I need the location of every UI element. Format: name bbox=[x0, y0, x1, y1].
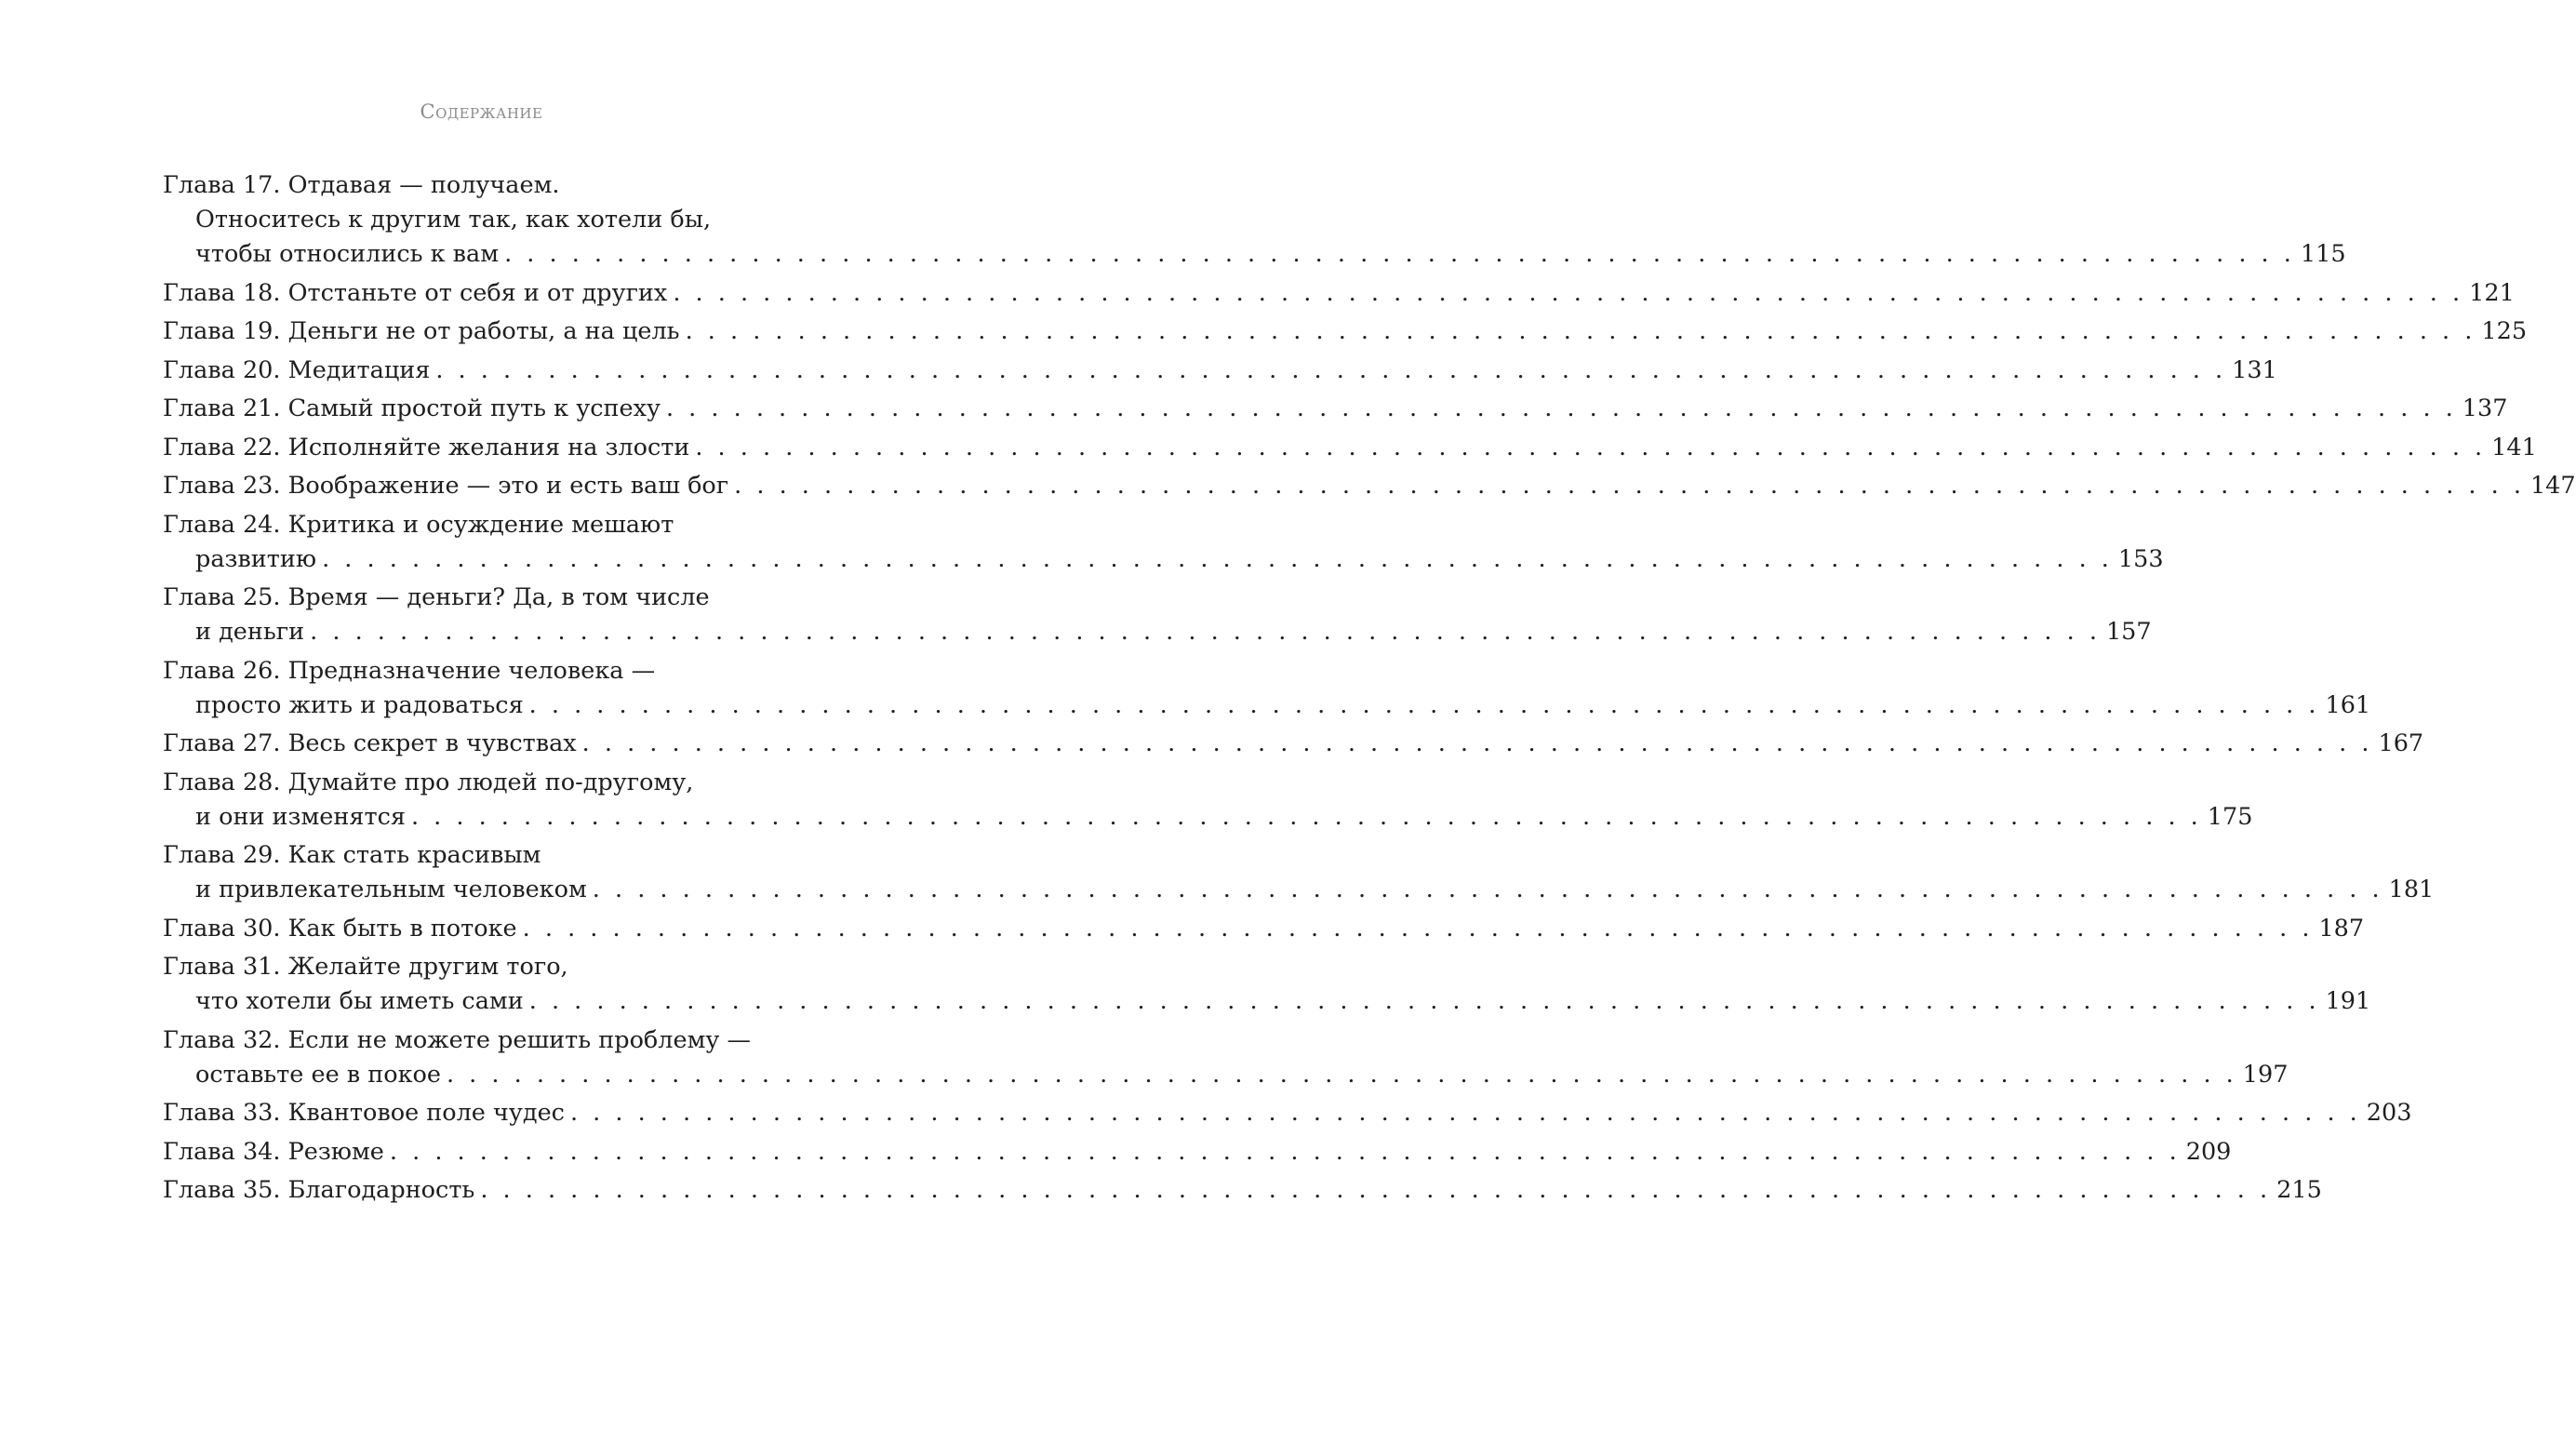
toc-page-number: 147 bbox=[2529, 472, 2576, 500]
toc-page-number: 125 bbox=[2481, 317, 2528, 345]
toc-entry-title-line: Глава 24. Критика и осуждение мешают bbox=[163, 510, 674, 539]
toc-page-number: 175 bbox=[2207, 802, 2253, 831]
toc-entry-title: Глава 22. Исполняйте желания на злости bbox=[163, 433, 690, 461]
toc-entry-last-line bbox=[163, 1096, 2412, 1130]
toc-entry-title: Глава 33. Квантовое поле чудес bbox=[163, 1099, 565, 1127]
toc-entry bbox=[163, 168, 2346, 272]
toc-entry-title-line: Глава 25. Время — деньги? Да, в том числе bbox=[163, 583, 710, 611]
toc-entry-title-line: Относитесь к другим так, как хотели бы, bbox=[195, 206, 712, 234]
toc-page-number: 181 bbox=[2388, 876, 2435, 903]
dot-leader: . . . . . . . . . . . . . . . . . . . . . . . . . . . . . . . . . . . . . . . . . . . . . . . . . . . . . . . . . . . . . . . . . . . . . . . . . . . . . . . . bbox=[665, 394, 2457, 422]
toc-entry-title: Глава 21. Самый простой путь к успеху bbox=[163, 394, 661, 422]
toc-entry-last-line bbox=[163, 469, 2576, 503]
dot-leader: . . . . . . . . . . . . . . . . . . . . . . . . . . . . . . . . . . . . . . . . . . . . . . . . . . . . . . . . . . . . . . . . . . . . . . . . . . . . . . . . bbox=[734, 472, 2525, 500]
dot-leader: . . . . . . . . . . . . . . . . . . . . . . . . . . . . . . . . . . . . . . . . . . . . . . . . . . . . . . . . . . . . . . . . . . . . . . . . . . . . . . . . bbox=[480, 1176, 2272, 1204]
toc-entry bbox=[163, 392, 2508, 426]
toc-entry-last-line bbox=[163, 431, 2537, 465]
toc-entry-title: Глава 19. Деньги не от работы, а на цель bbox=[163, 317, 680, 345]
dot-leader: . . . . . . . . . . . . . . . . . . . . . . . . . . . . . . . . . . . . . . . . . . . . . . . . . . . . . . . . . . . . . . . . . . . . . . . . . . . . . . . . bbox=[528, 690, 2320, 719]
toc-page-number: 153 bbox=[2117, 544, 2164, 573]
toc-page-number: 161 bbox=[2325, 690, 2371, 719]
toc-entry-last-line bbox=[163, 392, 2508, 426]
toc-entry-last-line bbox=[163, 873, 2435, 907]
toc-page-number: 197 bbox=[2242, 1060, 2289, 1089]
dot-leader: . . . . . . . . . . . . . . . . . . . . . . . . . . . . . . . . . . . . . . . . . . . . . . . . . . . . . . . . . . . . . . . . . . . . . . . . . . . . . . . . bbox=[410, 802, 2202, 831]
toc-entry-title: Глава 18. Отстаньте от себя и от других bbox=[163, 278, 668, 307]
toc-entry bbox=[163, 1173, 2322, 1208]
dot-leader: . . . . . . . . . . . . . . . . . . . . . . . . . . . . . . . . . . . . . . . . . . . . . . . . . . . . . . . . . . . . . . . . . . . . . . . . . . . . . . . . bbox=[522, 914, 2314, 943]
toc-page-number: 167 bbox=[2378, 729, 2424, 757]
dot-leader: . . . . . . . . . . . . . . . . . . . . . . . . . . . . . . . . . . . . . . . . . . . . . . . . . . . . . . . . . . . . . . . . . . . . . . . . . . . . . . . . bbox=[322, 544, 2113, 573]
toc-entry-last-line bbox=[163, 984, 2371, 1019]
toc-page-number: 115 bbox=[2300, 240, 2346, 268]
toc-entry-last-line bbox=[163, 727, 2424, 761]
toc-entry-title-line: Глава 28. Думайте про людей по-другому, bbox=[163, 768, 694, 796]
toc-entry-last-line bbox=[163, 1058, 2289, 1092]
toc-entry-last-line bbox=[163, 615, 2152, 649]
table-of-contents bbox=[163, 168, 2576, 1212]
toc-entry bbox=[163, 469, 2576, 503]
toc-entry bbox=[163, 727, 2424, 761]
toc-entry-last-line bbox=[163, 542, 2164, 577]
toc-page-number: 141 bbox=[2491, 433, 2537, 461]
toc-entry-title: и деньги bbox=[195, 618, 305, 646]
toc-entry-title: Глава 30. Как быть в потоке bbox=[163, 914, 517, 943]
toc-entry bbox=[163, 581, 2152, 649]
toc-entry-last-line bbox=[163, 314, 2528, 349]
toc-page-number: 137 bbox=[2462, 394, 2508, 422]
dot-leader: . . . . . . . . . . . . . . . . . . . . . . . . . . . . . . . . . . . . . . . . . . . . . . . . . . . . . . . . . . . . . . . . . . . . . . . . . . . . . . . . bbox=[581, 729, 2373, 757]
toc-entry-last-line bbox=[163, 354, 2277, 388]
toc-entry-title: Глава 27. Весь секрет в чувствах bbox=[163, 729, 577, 757]
dot-leader: . . . . . . . . . . . . . . . . . . . . . . . . . . . . . . . . . . . . . . . . . . . . . . . . . . . . . . . . . . . . . . . . . . . . . . . . . . . . . . . . bbox=[310, 618, 2101, 646]
toc-entry bbox=[163, 276, 2515, 311]
toc-entry bbox=[163, 314, 2528, 349]
toc-entry-title: Глава 34. Резюме bbox=[163, 1137, 384, 1166]
toc-entry bbox=[163, 950, 2371, 1019]
toc-entry-title-line: Глава 26. Предназначение человека — bbox=[163, 656, 656, 685]
toc-page-number: 157 bbox=[2105, 618, 2152, 646]
toc-page-number: 215 bbox=[2276, 1176, 2322, 1204]
toc-entry-title: что хотели бы иметь сами bbox=[195, 987, 524, 1015]
toc-entry-title-line: Глава 29. Как стать красивым bbox=[163, 841, 541, 869]
toc-entry bbox=[163, 354, 2277, 388]
toc-page-number: 131 bbox=[2232, 355, 2277, 384]
toc-entry-title-line: Глава 31. Желайте другим того, bbox=[163, 953, 568, 981]
toc-entry-title: просто жить и радоваться bbox=[195, 690, 524, 719]
toc-entry-last-line bbox=[163, 912, 2365, 946]
toc-entry-title: и привлекательным человеком bbox=[195, 876, 587, 903]
toc-entry bbox=[163, 431, 2537, 465]
toc-entry-last-line bbox=[163, 800, 2253, 835]
toc-entry-title: оставьте ее в покое bbox=[195, 1060, 441, 1089]
dot-leader: . . . . . . . . . . . . . . . . . . . . . . . . . . . . . . . . . . . . . . . . . . . . . . . . . . . . . . . . . . . . . . . . . . . . . . . . . . . . . . . . bbox=[673, 278, 2464, 307]
dot-leader: . . . . . . . . . . . . . . . . . . . . . . . . . . . . . . . . . . . . . . . . . . . . . . . . . . . . . . . . . . . . . . . . . . . . . . . . . . . . . . . . bbox=[504, 240, 2295, 268]
dot-leader: . . . . . . . . . . . . . . . . . . . . . . . . . . . . . . . . . . . . . . . . . . . . . . . . . . . . . . . . . . . . . . . . . . . . . . . . . . . . . . . . bbox=[685, 317, 2476, 345]
toc-page-number: 203 bbox=[2366, 1099, 2412, 1127]
dot-leader: . . . . . . . . . . . . . . . . . . . . . . . . . . . . . . . . . . . . . . . . . . . . . . . . . . . . . . . . . . . . . . . . . . . . . . . . . . . . . . . . bbox=[389, 1137, 2181, 1166]
toc-entry-last-line bbox=[163, 1135, 2232, 1170]
toc-entry-title: развитию bbox=[195, 544, 317, 573]
toc-entry-title: чтобы относились к вам bbox=[195, 240, 500, 268]
dot-leader: . . . . . . . . . . . . . . . . . . . . . . . . . . . . . . . . . . . . . . . . . . . . . . . . . . . . . . . . . . . . . . . . . . . . . . . . . . . . . . . . bbox=[446, 1060, 2237, 1089]
toc-entry-title: Глава 23. Воображение — это и есть ваш бог bbox=[163, 472, 729, 500]
toc-page-number: 209 bbox=[2185, 1137, 2232, 1166]
toc-entry-last-line bbox=[163, 276, 2515, 311]
toc-entry-title: Глава 35. Благодарность bbox=[163, 1176, 475, 1204]
toc-entry-last-line bbox=[163, 1173, 2322, 1208]
toc-entry bbox=[163, 766, 2253, 835]
toc-entry bbox=[163, 1135, 2232, 1170]
toc-entry bbox=[163, 508, 2164, 577]
toc-page-number: 187 bbox=[2318, 914, 2365, 943]
toc-entry bbox=[163, 1096, 2412, 1130]
toc-entry-last-line bbox=[163, 237, 2346, 272]
toc-page-number: 121 bbox=[2469, 278, 2515, 307]
toc-entry bbox=[163, 1023, 2289, 1092]
toc-entry bbox=[163, 912, 2365, 946]
dot-leader: . . . . . . . . . . . . . . . . . . . . . . . . . . . . . . . . . . . . . . . . . . . . . . . . . . . . . . . . . . . . . . . . . . . . . . . . . . . . . . . . bbox=[528, 987, 2320, 1015]
toc-entry-title-line: Глава 32. Если не можете решить проблему — bbox=[163, 1025, 752, 1054]
running-head: Содержание bbox=[420, 100, 543, 123]
toc-entry-title: и они изменятся bbox=[195, 802, 406, 831]
toc-entry-title: Глава 20. Медитация bbox=[163, 355, 431, 384]
dot-leader: . . . . . . . . . . . . . . . . . . . . . . . . . . . . . . . . . . . . . . . . . . . . . . . . . . . . . . . . . . . . . . . . . . . . . . . . . . . . . . . . bbox=[695, 433, 2487, 461]
toc-entry-last-line bbox=[163, 689, 2371, 723]
toc-page-number: 191 bbox=[2325, 987, 2371, 1015]
toc-entry bbox=[163, 654, 2371, 723]
toc-entry-title-line: Глава 17. Отдавая — получаем. bbox=[163, 171, 560, 199]
dot-leader: . . . . . . . . . . . . . . . . . . . . . . . . . . . . . . . . . . . . . . . . . . . . . . . . . . . . . . . . . . . . . . . . . . . . . . . . . . . . . . . . bbox=[435, 355, 2227, 384]
toc-entry bbox=[163, 838, 2435, 907]
dot-leader: . . . . . . . . . . . . . . . . . . . . . . . . . . . . . . . . . . . . . . . . . . . . . . . . . . . . . . . . . . . . . . . . . . . . . . . . . . . . . . . . bbox=[592, 876, 2383, 903]
dot-leader: . . . . . . . . . . . . . . . . . . . . . . . . . . . . . . . . . . . . . . . . . . . . . . . . . . . . . . . . . . . . . . . . . . . . . . . . . . . . . . . . bbox=[569, 1099, 2361, 1127]
